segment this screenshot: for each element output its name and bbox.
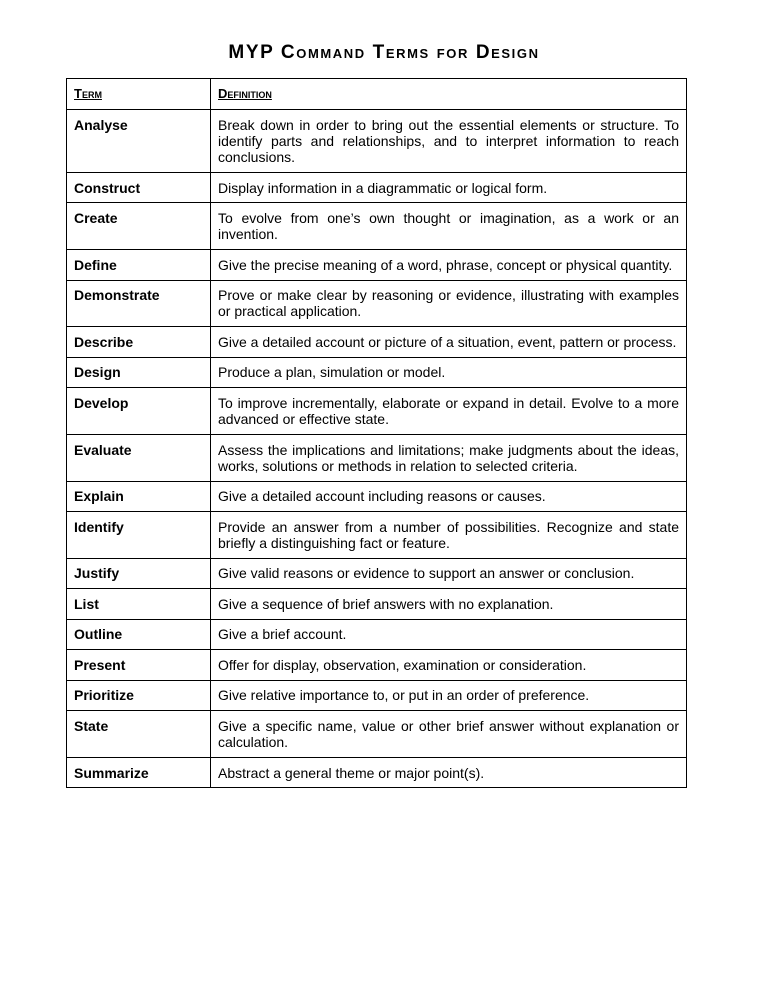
table-row bbox=[67, 434, 687, 481]
table-row bbox=[67, 481, 687, 511]
definition-cell: Provide an answer from a number of possibilities. Recognize and state briefly a distinguishing fact or feature. bbox=[211, 512, 687, 559]
table-row bbox=[67, 757, 687, 787]
term-cell: Evaluate bbox=[67, 434, 211, 481]
definition-cell: Display information in a diagrammatic or logical form. bbox=[211, 172, 687, 202]
table-body bbox=[67, 79, 687, 788]
definition-cell: Give a sequence of brief answers with no explanation. bbox=[211, 589, 687, 619]
definition-cell: To evolve from one’s own thought or imagination, as a work or an invention. bbox=[211, 203, 687, 250]
definition-cell: Prove or make clear by reasoning or evidence, illustrating with examples or practical application. bbox=[211, 280, 687, 327]
table-row bbox=[67, 172, 687, 202]
table-row bbox=[67, 711, 687, 758]
term-cell: State bbox=[67, 711, 211, 758]
term-cell: Justify bbox=[67, 558, 211, 588]
term-cell: Outline bbox=[67, 619, 211, 649]
definition-cell: Give a brief account. bbox=[211, 619, 687, 649]
term-cell: Explain bbox=[67, 481, 211, 511]
definition-cell: Give the precise meaning of a word, phrase, concept or physical quantity. bbox=[211, 250, 687, 280]
definition-cell: Give a specific name, value or other brief answer without explanation or calculation. bbox=[211, 711, 687, 758]
table-row bbox=[67, 388, 687, 435]
term-cell: Summarize bbox=[67, 757, 211, 787]
table-row bbox=[67, 203, 687, 250]
definition-cell: Give relative importance to, or put in an order of preference. bbox=[211, 680, 687, 710]
term-cell: List bbox=[67, 589, 211, 619]
table-row bbox=[67, 680, 687, 710]
table-row bbox=[67, 589, 687, 619]
table-row bbox=[67, 558, 687, 588]
term-cell: Describe bbox=[67, 327, 211, 357]
table-row bbox=[67, 327, 687, 357]
term-cell: Identify bbox=[67, 512, 211, 559]
table-row bbox=[67, 512, 687, 559]
definition-cell: Give valid reasons or evidence to support an answer or conclusion. bbox=[211, 558, 687, 588]
table-row bbox=[67, 250, 687, 280]
table-row bbox=[67, 110, 687, 173]
term-cell: Design bbox=[67, 357, 211, 387]
definition-cell: To improve incrementally, elaborate or expand in detail. Evolve to a more advanced or effective state. bbox=[211, 388, 687, 435]
definition-cell: Give a detailed account including reasons or causes. bbox=[211, 481, 687, 511]
definition-cell: Offer for display, observation, examination or consideration. bbox=[211, 650, 687, 680]
term-cell: Analyse bbox=[67, 110, 211, 173]
term-cell: Create bbox=[67, 203, 211, 250]
table-row bbox=[67, 280, 687, 327]
term-cell: Construct bbox=[67, 172, 211, 202]
column-header-term: Term bbox=[67, 79, 211, 110]
definition-cell: Give a detailed account or picture of a situation, event, pattern or process. bbox=[211, 327, 687, 357]
term-cell: Present bbox=[67, 650, 211, 680]
term-cell: Develop bbox=[67, 388, 211, 435]
column-header-definition: Definition bbox=[211, 79, 687, 110]
table-row bbox=[67, 650, 687, 680]
definition-cell: Abstract a general theme or major point(s). bbox=[211, 757, 687, 787]
table-row bbox=[67, 619, 687, 649]
page-title: MYP Command Terms for Design bbox=[228, 42, 540, 63]
table-row bbox=[67, 357, 687, 387]
definition-cell: Break down in order to bring out the essential elements or structure. To identify parts and relationships, and to interpret information to reach conclusions. bbox=[211, 110, 687, 173]
term-cell: Define bbox=[67, 250, 211, 280]
table-header-row bbox=[67, 79, 687, 110]
definition-cell: Produce a plan, simulation or model. bbox=[211, 357, 687, 387]
term-cell: Demonstrate bbox=[67, 280, 211, 327]
term-cell: Prioritize bbox=[67, 680, 211, 710]
definition-cell: Assess the implications and limitations; make judgments about the ideas, works, solutions or methods in relation to selected criteria. bbox=[211, 434, 687, 481]
command-terms-table bbox=[66, 78, 687, 788]
